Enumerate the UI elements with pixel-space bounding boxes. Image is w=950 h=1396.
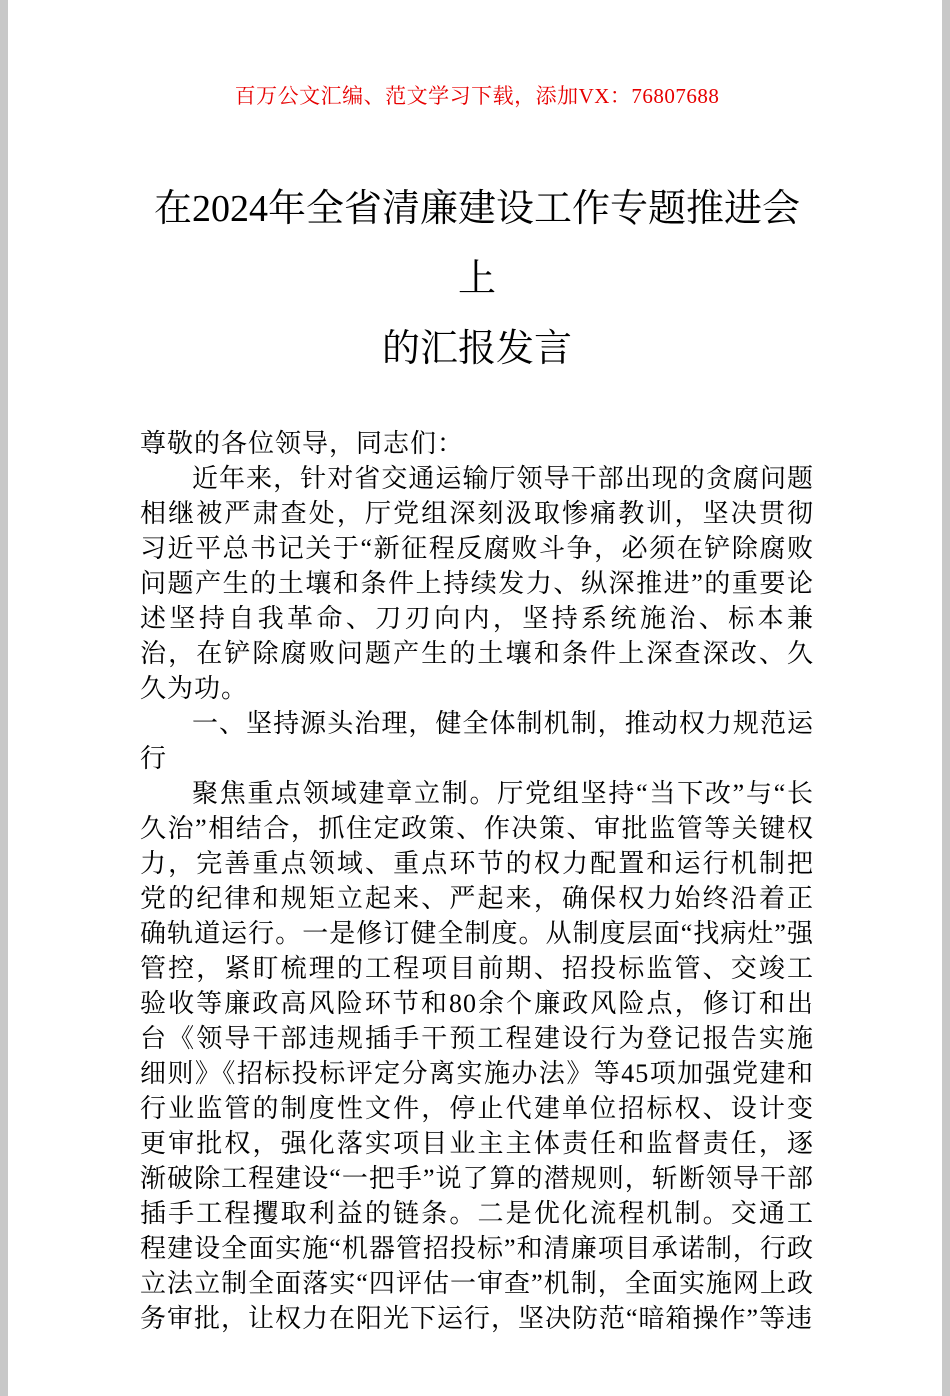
paragraph-section-heading: 一、坚持源头治理，健全体制机制，推动权力规范运行	[140, 709, 814, 773]
document-page	[8, 0, 942, 1396]
document-body	[140, 426, 814, 1336]
paragraph-section-content: 聚焦重点领域建章立制。厅党组坚持“当下改”与“长久治”相结合，抓住定政策、作决策、审批监管等关键权力，完善重点领域、重点环节的权力配置和运行机制把党的纪律和规矩立起来、严起来，确保权力始终沿着正确轨道运行。一是修订健全制度。从制度层面“找病灶”强管控，紧盯梳理的工程项目前期、招投标监管、交竣工验收等廉政高风险环节和80余个廉政风险点，修订和出台《领导干部违规插手干预工程建设行为登记报告实施细则》《招标投标评定分离实施办法》等45项加强党建和行业监管的制度性文件，停止代建单位招标权、设计变更审批权，强化落实项目业主主体责任和监督责任，逐渐破除工程建设“一把手”说了算的潜规则，斩断领导干部插手工程攫取利益的链条。二是优化流程机制。交通工程建设全面实施“机器管招投标”和清廉项目承诺制，行政立法立制全面落实“四评估一审查”机制，全面实施网上政务审批，让权力在阳光下运行，坚决防范“暗箱操作”等违	[140, 779, 814, 1333]
promo-header: 百万公文汇编、范文学习下载，添加VX：76807688	[234, 84, 720, 108]
document-title-line-1: 在2024年全省清廉建设工作专题推进会上	[153, 188, 800, 300]
document-title-line-2: 的汇报发言	[381, 328, 572, 370]
document-title	[140, 174, 814, 384]
paragraph-salutation: 尊敬的各位领导，同志们：	[140, 429, 465, 458]
paragraph-intro: 近年来，针对省交通运输厅领导干部出现的贪腐问题相继被严肃查处，厅党组深刻汲取惨痛教训，坚决贯彻习近平总书记关于“新征程反腐败斗争，必须在铲除腐败问题产生的土壤和条件上持续发力、纵深推进”的重要论述坚持自我革命、刀刃向内，坚持系统施治、标本兼治，在铲除腐败问题产生的土壤和条件上深查深改、久久为功。	[140, 464, 814, 703]
